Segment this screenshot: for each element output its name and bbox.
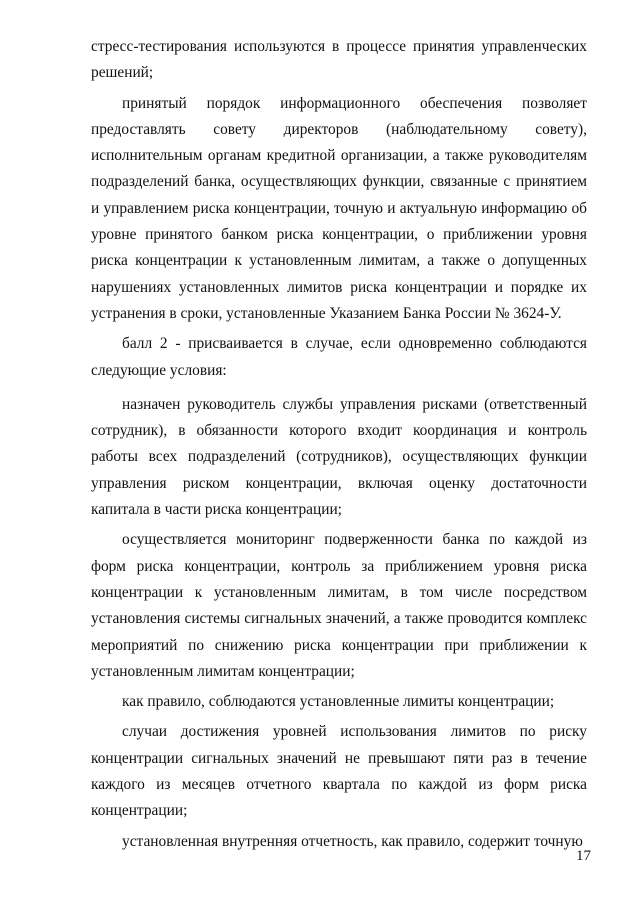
page-number: 17 — [576, 848, 591, 864]
paragraph-score-2: балл 2 - присваивается в случае, если одновременно соблюдаются следующие условия: — [91, 335, 587, 379]
paragraph-monitoring: осуществляется мониторинг подверженности банка по каждой из форм риска концентрации, контроль за приближением уровня риска концентрации к установленным лимитам, в том числе посредством установления системы сигнальных значений, а также проводится комплекс мероприятий по снижению риска концентрации при приближении к установленным лимитам концентрации; — [91, 531, 587, 680]
paragraph-internal-reporting: установленная внутренняя отчетность, как правило, содержит точную — [122, 832, 583, 850]
paragraph-information-procedure: принятый порядок информационного обеспечения позволяет предоставлять совету директоров (наблюдательному совету), исполнительным органам кредитной организации, а также руководителям подразделений банка, осуществляющих функции, связанные с принятием и управлением риска концентрации, точную и актуальную информацию об уровне принятого банком риска концентрации, о приближении уровня риска концентрации к установленным лимитам, а также о допущенных нарушениях установленных лимитов риска концентрации и порядке их устранения в сроки, установленные Указанием Банка России № 3624-У. — [91, 94, 587, 322]
paragraph-limits-observed: как правило, соблюдаются установленные лимиты концентрации; — [122, 693, 555, 711]
document-body — [91, 34, 587, 859]
paragraph-signal-values: случаи достижения уровней использования лимитов по риску концентрации сигнальных значений не превышают пяти раз в течение каждого из месяцев отчетного квартала по каждой из форм риска концентрации; — [91, 723, 587, 820]
paragraph-stress-testing: стресс-тестирования используются в процессе принятия управленческих решений; — [91, 38, 587, 82]
paragraph-risk-manager: назначен руководитель службы управления рисками (ответственный сотрудник), в обязанности которого входит координация и контроль работы всех подразделений (сотрудников), осуществляющих функции управления риском концентрации, включая оценку достаточности капитала в части риска концентрации; — [91, 395, 587, 519]
